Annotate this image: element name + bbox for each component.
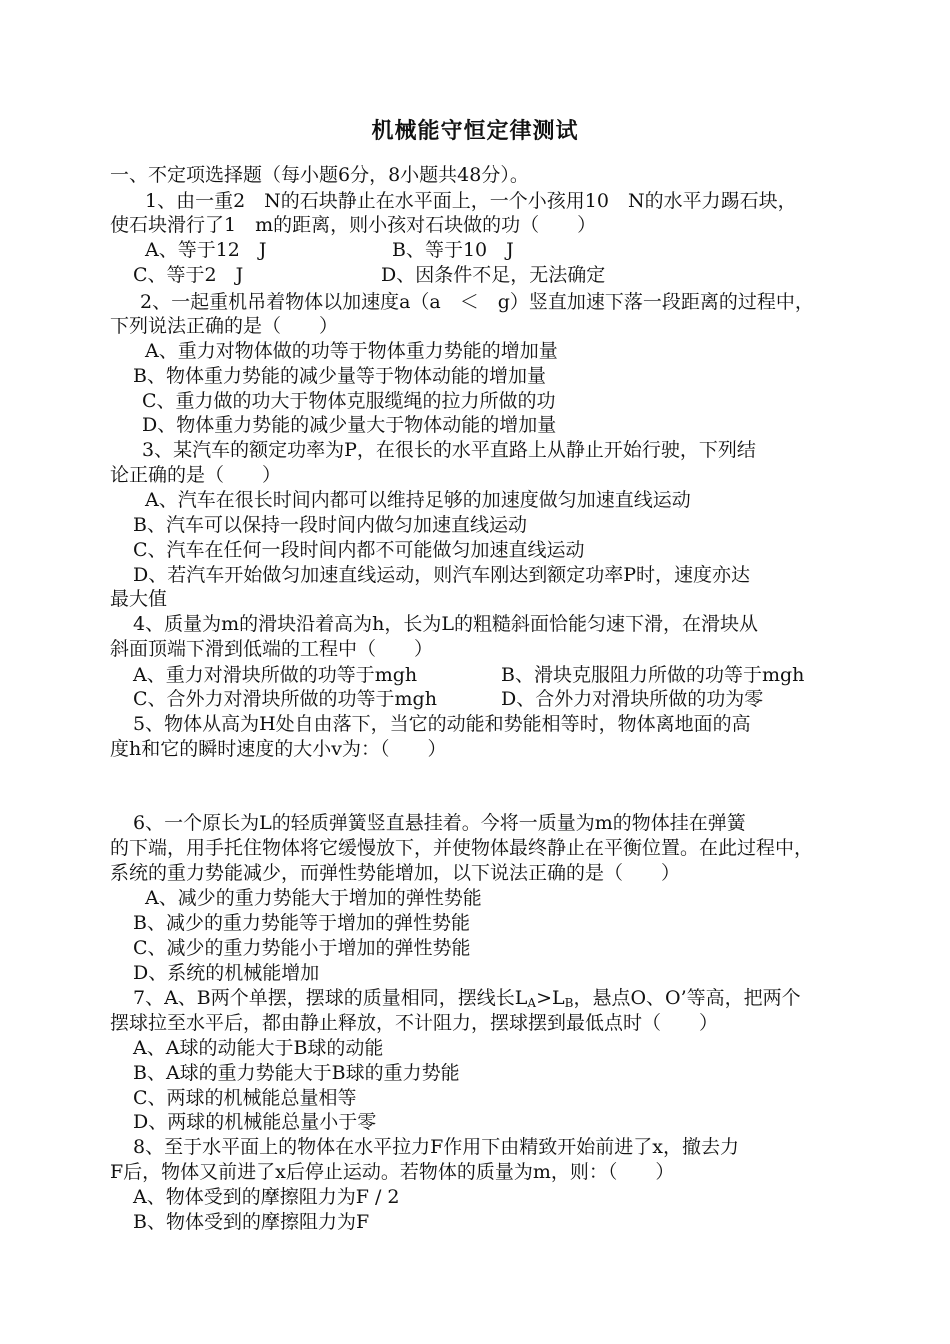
q5-stem-line2: 度h和它的瞬时速度的大小v为：（ ） bbox=[110, 738, 447, 760]
q1-stem-line2: 使石块滑行了1 m的距离，则小孩对石块做的功（ ） bbox=[110, 214, 597, 236]
q6-option-c: C、减少的重力势能小于增加的弹性势能 bbox=[133, 937, 471, 959]
q3-option-c: C、汽车在任何一段时间内都不可能做匀加速直线运动 bbox=[133, 539, 585, 561]
q2-option-a: A、重力对物体做的功等于物体重力势能的增加量 bbox=[145, 340, 558, 362]
q8-option-b: B、物体受到的摩擦阻力为F bbox=[133, 1211, 370, 1233]
q7-stem-line1 bbox=[133, 986, 873, 1010]
q2-option-c: C、重力做的功大于物体克服缆绳的拉力所做的功 bbox=[142, 390, 556, 412]
q3-option-a: A、汽车在很长时间内都可以维持足够的加速度做匀加速直线运动 bbox=[145, 489, 691, 511]
q1-option-b: B、等于10 J bbox=[392, 239, 514, 261]
q7-greater-than: >L bbox=[536, 987, 565, 1009]
q6-option-a: A、减少的重力势能大于增加的弹性势能 bbox=[145, 887, 482, 909]
section-heading: 一、不定项选择题（每小题6分，8小题共48分）。 bbox=[110, 164, 529, 186]
q6-stem-line2: 的下端，用手托住物体将它缓慢放下，并使物体最终静止在平衡位置。在此过程中， bbox=[110, 837, 814, 859]
q1-option-a: A、等于12 J bbox=[145, 239, 267, 261]
q2-stem-line1: 2、一起重机吊着物体以加速度a（a ＜ g）竖直加速下落一段距离的过程中， bbox=[140, 291, 814, 313]
q1-option-d: D、因条件不足，无法确定 bbox=[381, 264, 606, 286]
q3-option-b: B、汽车可以保持一段时间内做匀加速直线运动 bbox=[133, 514, 527, 536]
q6-option-b: B、减少的重力势能等于增加的弹性势能 bbox=[133, 912, 470, 934]
q2-option-d: D、物体重力势能的减少量大于物体动能的增加量 bbox=[142, 414, 557, 436]
page-title: 机械能守恒定律测试 bbox=[371, 119, 579, 144]
q3-stem-line1: 3、某汽车的额定功率为P，在很长的水平直路上从静止开始行驶，下列结 bbox=[142, 439, 756, 461]
q3-stem-line2: 论正确的是（ ） bbox=[110, 464, 282, 486]
q2-stem-line2: 下列说法正确的是（ ） bbox=[110, 315, 339, 337]
q7-stem-line2: 摆球拉至水平后，都由静止释放，不计阻力，摆球摆到最低点时（ ） bbox=[110, 1012, 719, 1034]
q2-option-b: B、物体重力势能的减少量等于物体动能的增加量 bbox=[133, 365, 546, 387]
q3-option-d-line1: D、若汽车开始做匀加速直线运动，则汽车刚达到额定功率P时，速度亦达 bbox=[133, 564, 751, 586]
q7-stem-part1: 7、A、B两个单摆，摆球的质量相同，摆线长L bbox=[133, 987, 528, 1009]
q6-option-d: D、系统的机械能增加 bbox=[133, 962, 320, 984]
q4-option-c: C、合外力对滑块所做的功等于mgh bbox=[133, 688, 437, 710]
q4-stem-line2: 斜面顶端下滑到低端的工程中（ ） bbox=[110, 638, 434, 660]
q3-option-d-line2: 最大值 bbox=[110, 588, 168, 610]
q7-option-a: A、A球的动能大于B球的动能 bbox=[133, 1037, 384, 1059]
q4-option-b: B、滑块克服阻力所做的功等于mgh bbox=[501, 664, 805, 686]
q8-option-a: A、物体受到的摩擦阻力为F / 2 bbox=[133, 1186, 400, 1208]
q5-stem-line1: 5、物体从高为H处自由落下，当它的动能和势能相等时，物体离地面的高 bbox=[133, 713, 751, 735]
q7-option-c: C、两球的机械能总量相等 bbox=[133, 1087, 357, 1109]
q6-stem-line3: 系统的重力势能减少，而弹性势能增加，以下说法正确的是（ ） bbox=[110, 862, 681, 884]
q1-stem-line1: 1、由一重2 N的石块静止在水平面上，一个小孩用10 N的水平力踢石块， bbox=[145, 190, 797, 212]
q1-option-c: C、等于2 J bbox=[133, 264, 244, 286]
q7-subscript-b: B bbox=[564, 996, 574, 1010]
q4-stem-line1: 4、质量为m的滑块沿着高为h，长为L的粗糙斜面恰能匀速下滑，在滑块从 bbox=[133, 613, 758, 635]
q4-option-a: A、重力对滑块所做的功等于mgh bbox=[133, 664, 418, 686]
q7-stem-part2: ，悬点O、O’等高，把两个 bbox=[573, 987, 801, 1009]
q6-stem-line1: 6、一个原长为L的轻质弹簧竖直悬挂着。今将一质量为m的物体挂在弹簧 bbox=[133, 812, 746, 834]
q7-subscript-a: A bbox=[527, 996, 537, 1010]
q4-option-d: D、合外力对滑块所做的功为零 bbox=[501, 688, 764, 710]
q8-stem-line2: F后，物体又前进了x后停止运动。若物体的质量为m，则：（ ） bbox=[110, 1161, 675, 1183]
q7-option-d: D、两球的机械能总量小于零 bbox=[133, 1111, 377, 1133]
q8-stem-line1: 8、至于水平面上的物体在水平拉力F作用下由精致开始前进了x，撤去力 bbox=[133, 1136, 739, 1158]
q7-option-b: B、A球的重力势能大于B球的重力势能 bbox=[133, 1062, 460, 1084]
